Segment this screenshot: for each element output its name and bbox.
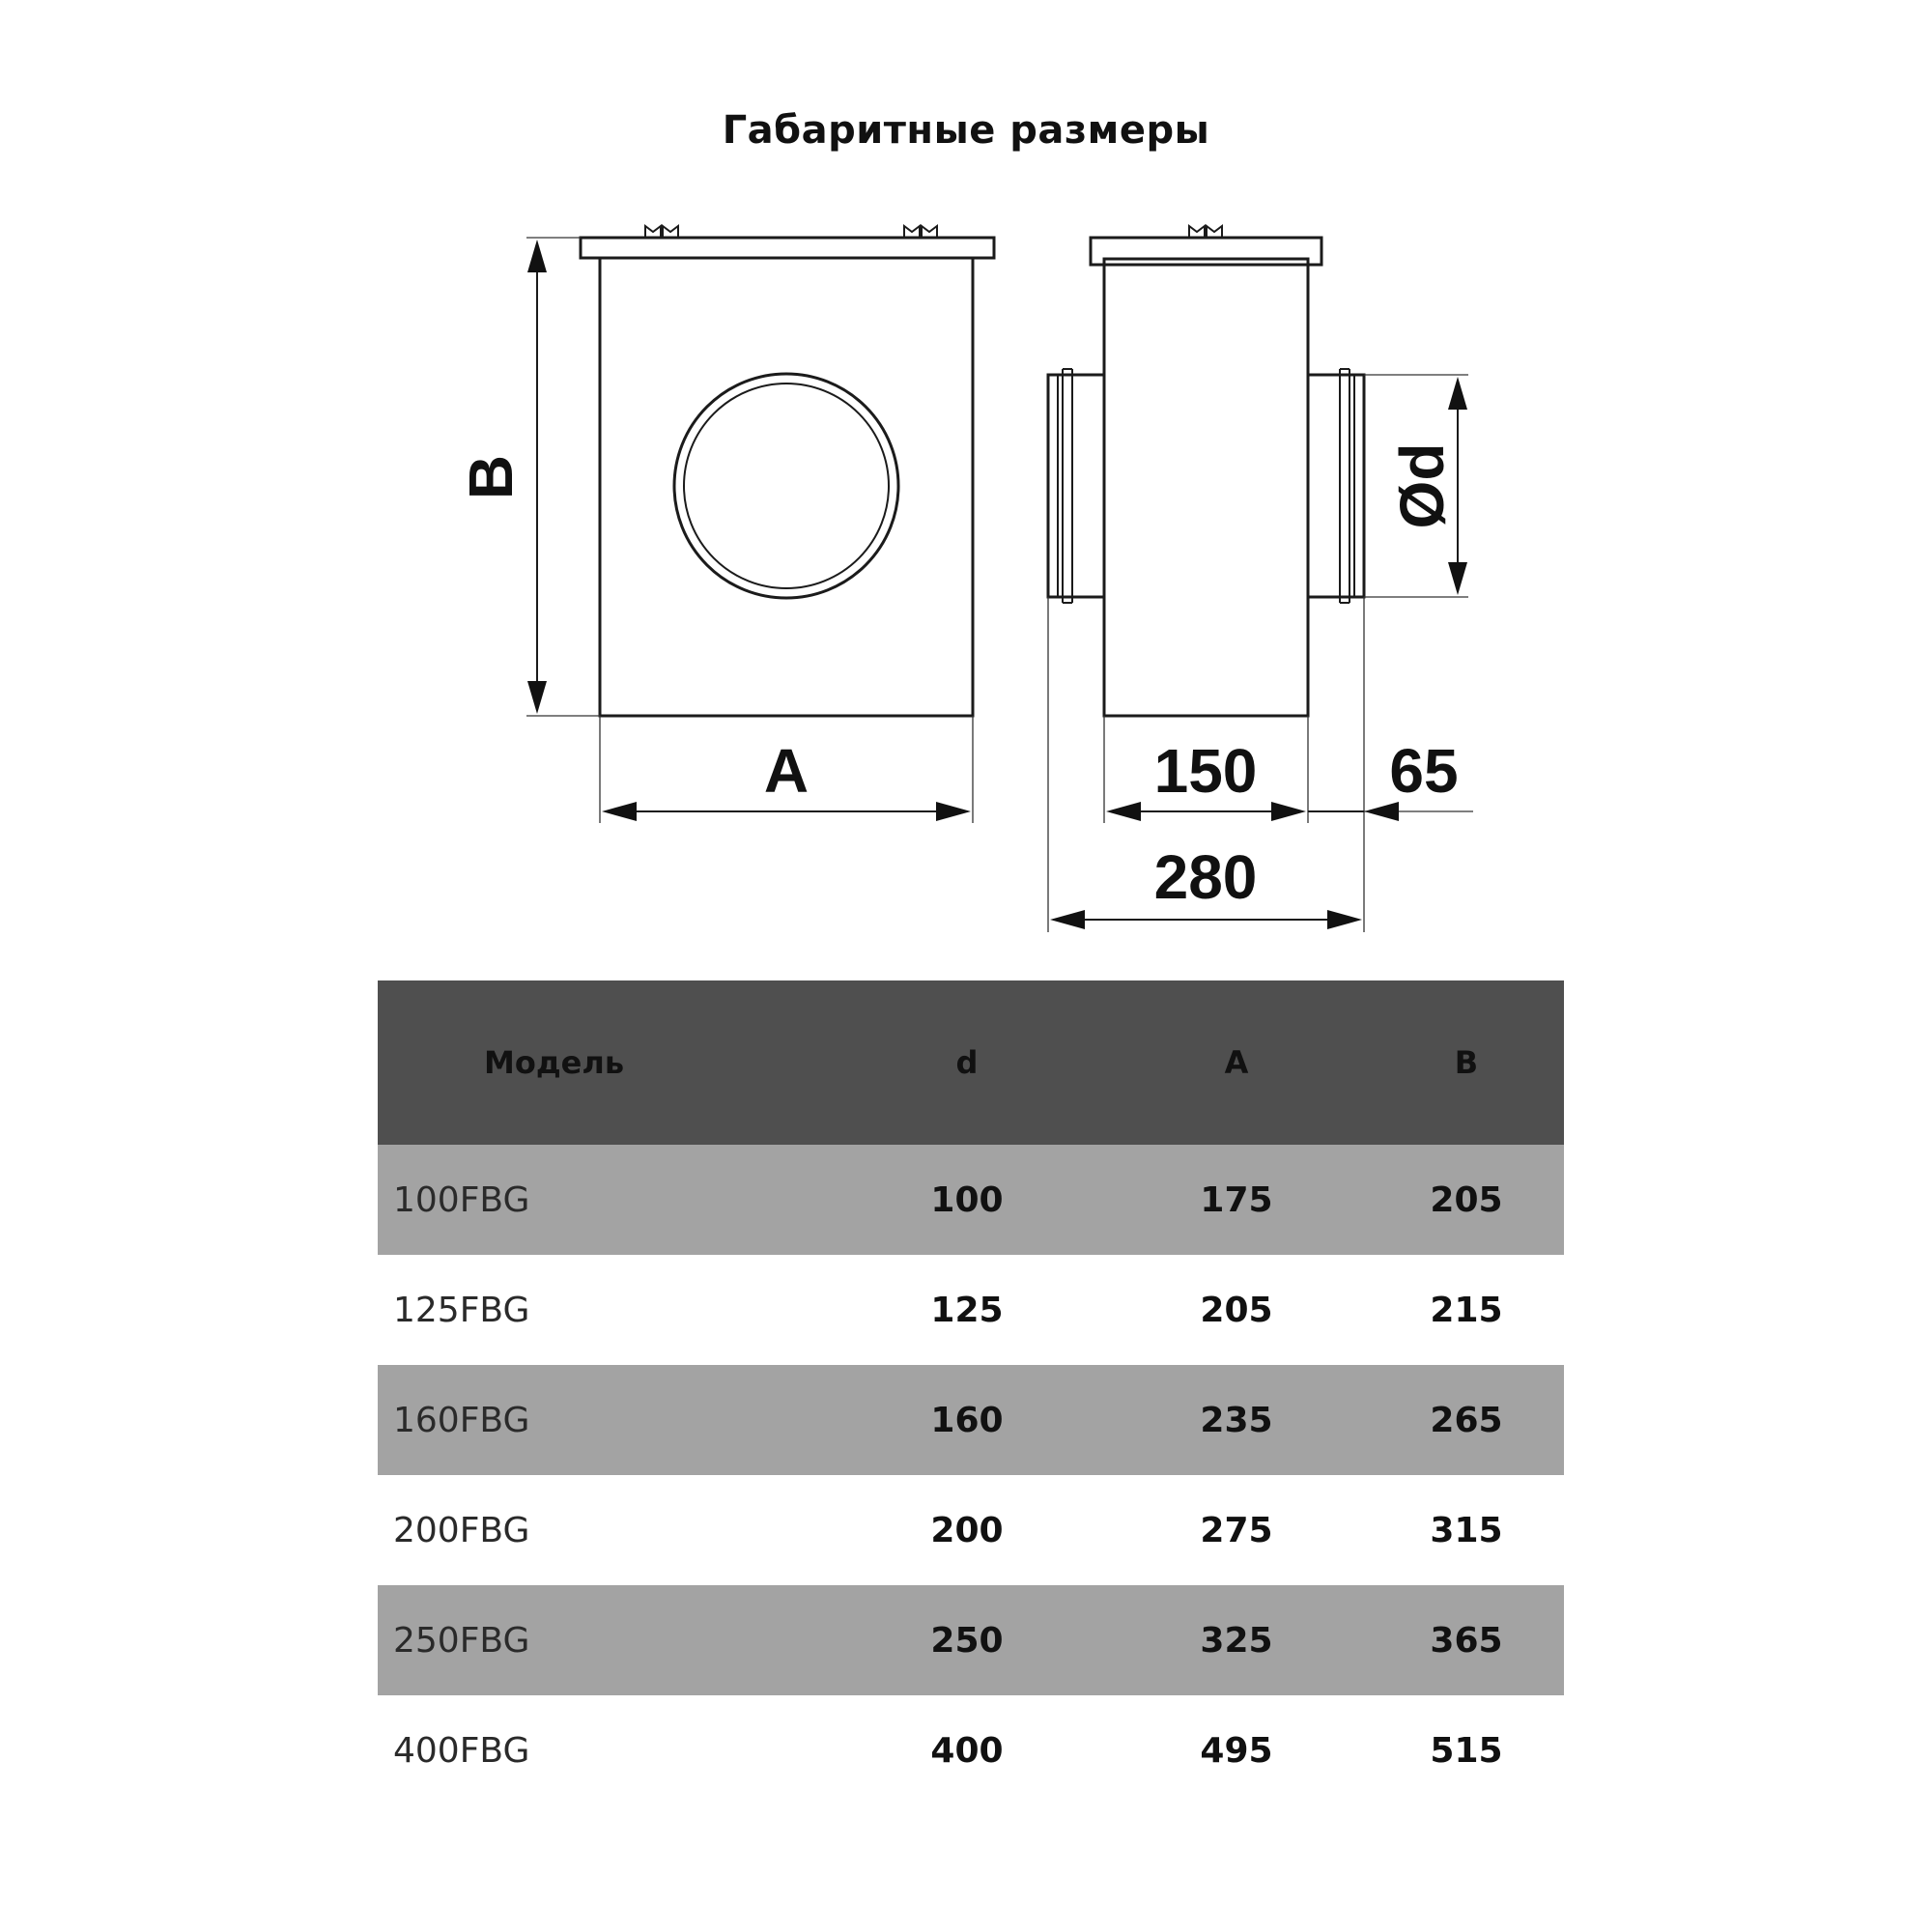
label-diameter: Ød <box>1387 442 1457 529</box>
cell-model: 125FBG <box>393 1290 530 1330</box>
cell-b: 265 <box>1369 1365 1564 1475</box>
arrow-b-bottom <box>527 681 547 714</box>
arrow-a-left <box>602 802 637 821</box>
front-clip-right <box>904 226 937 238</box>
arrow-150-right <box>1271 802 1306 821</box>
table-row <box>378 1585 1564 1695</box>
page-title: Габаритные размеры <box>722 108 1210 153</box>
cell-b: 205 <box>1369 1145 1564 1255</box>
cell-a: 495 <box>1200 1730 1273 1771</box>
table-row <box>378 1695 1564 1805</box>
front-duct-ring-inner <box>684 384 889 588</box>
label-a: A <box>763 736 810 806</box>
front-body <box>600 258 973 716</box>
label-65: 65 <box>1389 736 1459 806</box>
arrow-a-right <box>936 802 971 821</box>
cell-d: 100 <box>830 1145 1104 1255</box>
label-150: 150 <box>1153 736 1258 806</box>
cell-model: 400FBG <box>393 1730 530 1771</box>
cell-a: 235 <box>1104 1365 1369 1475</box>
cell-model: 200FBG <box>393 1510 530 1550</box>
header-d: d <box>830 980 1104 1145</box>
cell-model: 250FBG <box>378 1585 830 1695</box>
cell-b: 315 <box>1430 1510 1503 1550</box>
cell-b: 215 <box>1430 1290 1503 1330</box>
side-clip <box>1189 226 1222 238</box>
cell-a: 205 <box>1200 1290 1273 1330</box>
side-top-flange <box>1091 238 1321 265</box>
front-clip-left <box>645 226 678 238</box>
cell-a: 275 <box>1200 1510 1273 1550</box>
cell-d: 400 <box>930 1730 1004 1771</box>
table-row <box>378 1475 1564 1585</box>
front-top-flange <box>581 238 994 258</box>
front-view <box>526 226 994 823</box>
left-spigot <box>1048 369 1104 603</box>
label-280: 280 <box>1153 842 1258 912</box>
cell-d: 200 <box>930 1510 1004 1550</box>
cell-b: 365 <box>1369 1585 1564 1695</box>
header-a: A <box>1104 980 1369 1145</box>
side-body <box>1104 259 1308 716</box>
label-b: B <box>456 454 526 500</box>
cell-b: 515 <box>1430 1730 1503 1771</box>
table-row <box>378 1365 1564 1475</box>
arrow-280-right <box>1327 910 1362 929</box>
cell-d: 160 <box>830 1365 1104 1475</box>
cell-model: 160FBG <box>378 1365 830 1475</box>
table-header-row <box>378 980 1564 1145</box>
table-row <box>378 1145 1564 1255</box>
front-duct-ring-outer <box>674 374 898 598</box>
arrow-d-top <box>1448 377 1467 410</box>
arrow-b-top <box>527 240 547 272</box>
cell-a: 325 <box>1104 1585 1369 1695</box>
cell-d: 250 <box>830 1585 1104 1695</box>
header-b: B <box>1369 980 1564 1145</box>
cell-a: 175 <box>1104 1145 1369 1255</box>
header-model: Модель <box>378 980 830 1145</box>
side-view <box>1048 226 1473 932</box>
dimensions-table <box>378 980 1564 1805</box>
arrow-280-left <box>1050 910 1085 929</box>
arrow-150-left <box>1106 802 1141 821</box>
cell-model: 100FBG <box>378 1145 830 1255</box>
cell-d: 125 <box>930 1290 1004 1330</box>
right-spigot <box>1308 369 1364 603</box>
arrow-d-bottom <box>1448 562 1467 595</box>
table-row <box>378 1255 1564 1365</box>
